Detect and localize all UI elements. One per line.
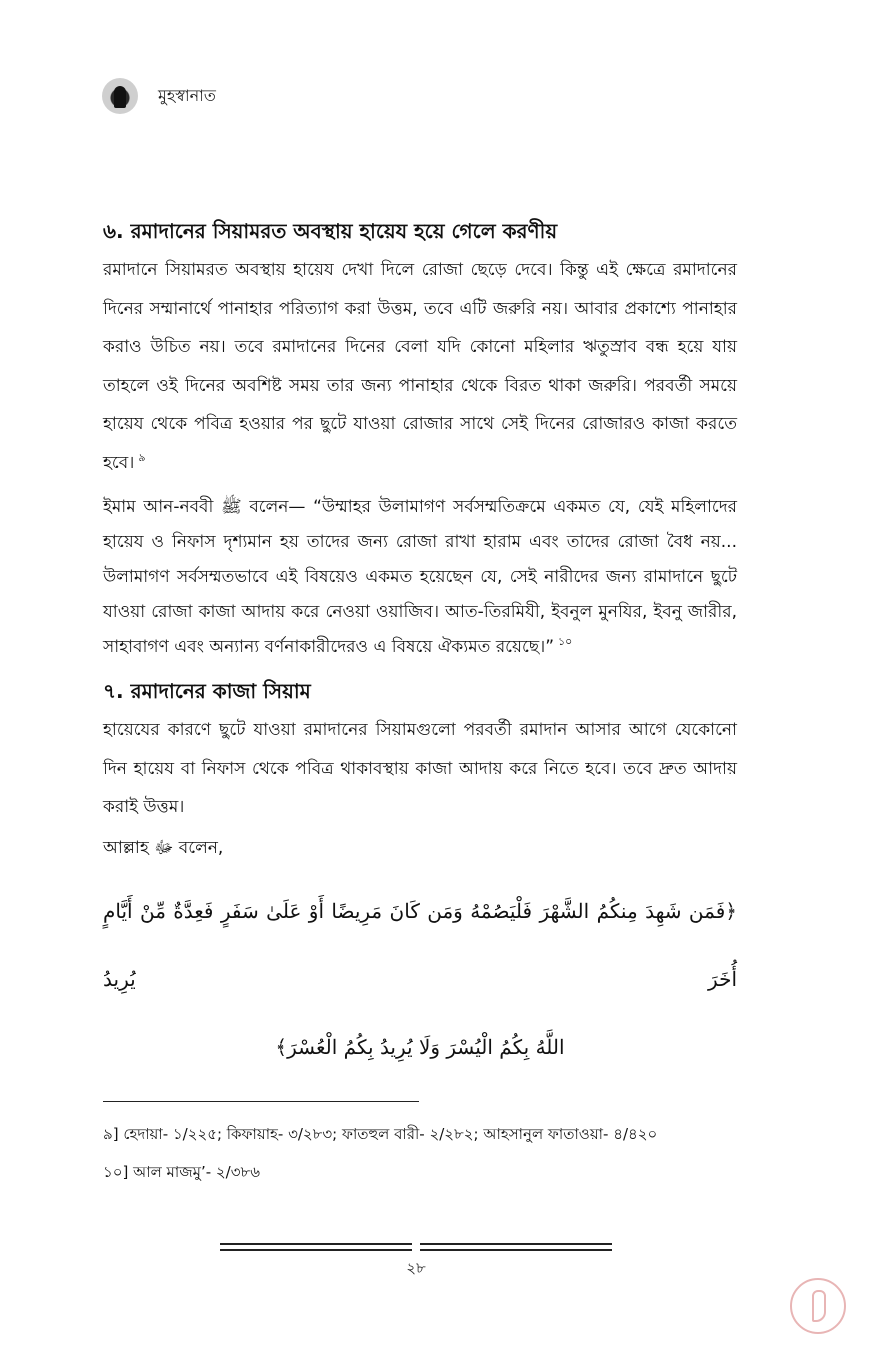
paragraph-3: হায়েযের কারণে ছুটে যাওয়া রমাদানের সিয়ামগুলো পরবর্তী রমাদান আসার আগে যেকোনো দিন হায়েয বা নিফাস থেকে পবিত্র থাকাবস্থায় কাজা আদায় করে নিতে হবে। তবে দ্রুত আদায় করাই উত্তম। (103, 720, 737, 817)
page-footer (220, 1243, 612, 1282)
page-number: ২৮ (406, 1259, 426, 1277)
paragraph-1 (103, 251, 737, 482)
book-title: মুহস্বানাত (158, 85, 216, 105)
watermark-logo-icon (790, 1278, 846, 1334)
section-heading-6: ৬. রমাদানের সিয়ামরত অবস্থায় হায়েয হয়ে গেলে করণীয় (103, 219, 558, 243)
footnote-ref-10[interactable]: ১০ (558, 635, 573, 649)
main-content (103, 213, 737, 1081)
footnote-divider (103, 1101, 419, 1102)
page-header (102, 78, 216, 114)
footnote-ref-9[interactable]: ৯ (138, 450, 146, 464)
footer-rule-left (220, 1243, 412, 1251)
footer-rules (220, 1243, 612, 1251)
footnote-9: ৯] হেদায়া- ১/২২৫; কিফায়াহ- ৩/২৮৩; ফাতহুল বারী- ২/২৮২; আহসানুল ফাতাওয়া- ৪/৪২০ (103, 1125, 658, 1143)
footnote-10: ১০] আল মাজমু’- ২/৩৮৬ (103, 1163, 260, 1181)
niqab-logo-icon (102, 78, 138, 114)
quran-verse-line-2: اللَّهُ بِكُمُ الْيُسْرَ وَلَا يُرِيدُ بِكُمُ الْعُسْرَ﴾ (275, 1035, 565, 1059)
paragraph-2-quote (103, 490, 737, 665)
paragraph-1-text: রমাদানে সিয়ামরত অবস্থায় হায়েয দেখা দিলে রোজা ছেড়ে দেবে। কিন্তু এই ক্ষেত্রে রমাদানের দিনের সম্মানার্থে পানাহার পরিত্যাগ করা উত্তম, তবে এটি জরুরি নয়। আবার প্রকাশ্যে পানাহার করাও উচিত নয়। তবে রমাদানের দিনের বেলা যদি কোনো মহিলার ঋতুস্রাব বন্ধ হয়ে যায় তাহলে ওই দিনের অবশিষ্ট সময় তার জন্য পানাহার থেকে বিরত থাকা জরুরি। পরবর্তী সময়ে হায়েয থেকে পবিত্র হওয়ার পর ছুটে যাওয়া রোজার সাথে সেই দিনের রোজারও কাজা করতে হবে। (103, 260, 737, 473)
paragraph-2-text: ইমাম আন-নববী ﷺ বলেন— “উম্মাহর উলামাগণ সর্বসম্মতিক্রমে একমত যে, যেই মহিলাদের হায়েয ও নিফাস দৃশ্যমান হয় তাদের জন্য রোজা রাখা হারাম এবং তাদের রোজা বৈধ নয়... উলামাগণ সর্বসম্মতভাবে এই বিষয়েও একমত হয়েছেন যে, সেই নারীদের জন্য রামাদানে ছুটে যাওয়া রোজা কাজা আদায় করে নেওয়া ওয়াজিব। আত-তিরমিযী, ইবনুল মুনযির, ইবনু জারীর, সাহাবাগণ এবং অন্যান্য বর্ণনাকারীদেরও এ বিষয়ে ঐক্যমত রয়েছে।” (103, 497, 737, 657)
quran-verse-line-1: ﴿فَمَن شَهِدَ مِنكُمُ الشَّهْرَ فَلْيَصُمْهُ وَمَن كَانَ مَرِيضًا أَوْ عَلَىٰ سَفَرٍ فَعِدَّةٌ مِّنْ أَيَّامٍ أُخَرَ يُرِيدُ (103, 899, 737, 991)
footer-rule-right (420, 1243, 612, 1251)
section-heading-7: ৭. রমাদানের কাজা সিয়াম (103, 679, 311, 703)
footnotes (103, 1115, 743, 1191)
paragraph-4: আল্লাহ ﷻ বলেন, (103, 837, 224, 858)
quran-verse (103, 877, 737, 1081)
